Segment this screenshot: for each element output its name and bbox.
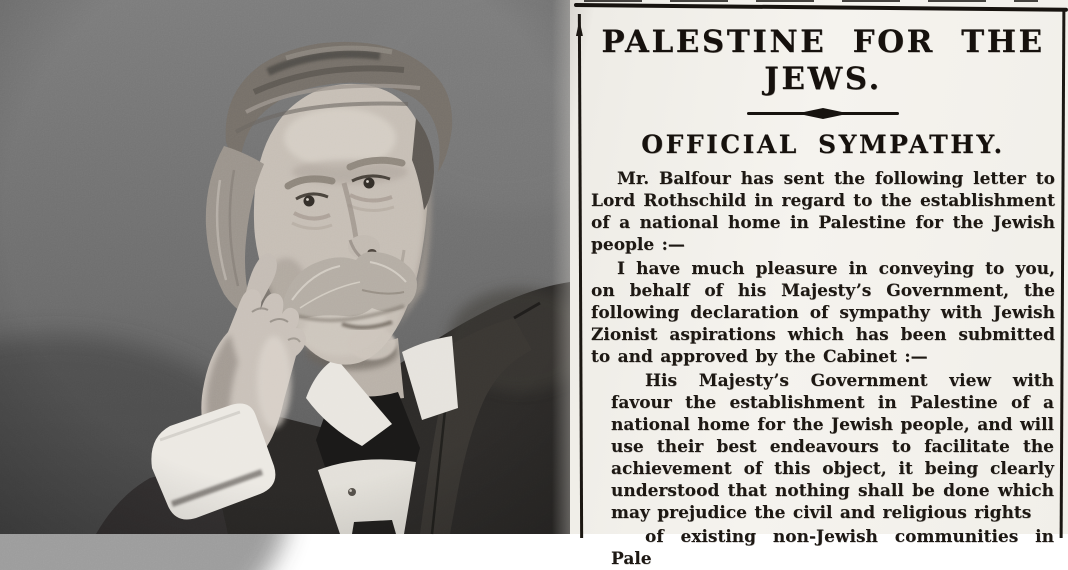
article-paragraph-clipped: of existing non-Jewish communities in Pale	[611, 527, 1054, 569]
article-paragraph-intro: Mr. Balfour has sent the following letter to Lord Rothschild in regard to the establishment of a national home in Palestine for the Jewish people :—	[591, 169, 1055, 255]
article-paragraph-declaration: His Majesty’s Government view with favour the establishment in Palestine of a national home for the Jewish people, and will use their best endeavours to facilitate the achievement of this object, it being clearly understood that nothing shall be done which may prejudice the civil and religious rights	[611, 371, 1054, 523]
headline-divider	[747, 107, 899, 119]
right-column-rule	[1060, 10, 1066, 538]
divider-diamond-icon	[797, 108, 849, 119]
subheadline: OFFICIAL SYMPATHY.	[641, 130, 1005, 159]
article-column	[591, 0, 1055, 569]
headline-line-2: JEWS.	[764, 61, 882, 97]
newspaper-clipping	[570, 0, 1068, 569]
headline	[591, 24, 1055, 98]
left-column-rule	[578, 14, 583, 538]
headline-line-1: PALESTINE FOR THE	[601, 24, 1045, 60]
article-paragraph-letter-opening: I have much pleasure in conveying to you, on behalf of his Majesty’s Government, the following declaration of sympathy with Jewish Zionist aspirations which has been submitted to and approved by the Cabinet :—	[591, 259, 1055, 367]
